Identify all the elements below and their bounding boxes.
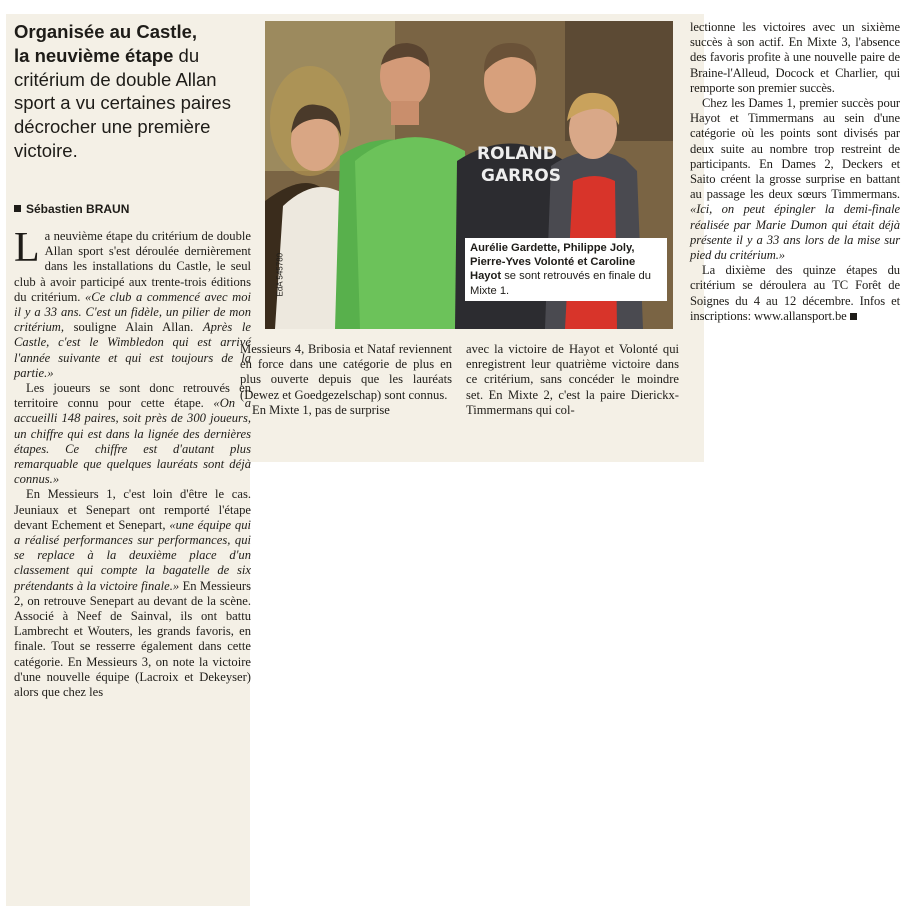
caption-names: Aurélie Gardette, Philippe Joly, Pierre-Yves Volonté et Caroline Hayot: [470, 242, 636, 283]
col4-text-2: Chez les Dames 1, premier succès pour Hayot et Timmermans au sein d'une catégorie où les points sont divisés par deux suite au nombre trop restreint de participants. En Dames 2, Deckers et Saito créent la grosse surprise en battant au passage les deux sœurs Timmermans.: [690, 96, 900, 202]
col1-quote-2: «On a accueilli 148 paires, soit près de 300 joueurs, un chiffre qui est dans la lignée des dernières étapes. Ce chiffre est d'autant plus remarquable que quelques lauréats sont déjà connus.»: [14, 396, 251, 487]
byline: [14, 202, 250, 216]
photo-credit: EdA 545780: [275, 252, 285, 297]
col4-para-3: [690, 263, 900, 324]
col4-text-3: La dixième des quinze étapes du critérium se déroulera au TC Forêt de Soignes du 4 au 12 décembre. Infos et inscriptions: www.allansport.be: [690, 263, 900, 323]
shirt-text-roland: ROLAND: [477, 144, 557, 164]
column-1: [14, 225, 251, 700]
col1-para-1: [14, 225, 251, 381]
col1-text-3: En Messieurs 1, c'est loin d'être le cas. Jeuniaux et Senepart ont remporté l'étape devant Echement et Senepart,: [14, 487, 251, 532]
lead-bold-2: la neuvième étape: [14, 44, 174, 66]
col3-para-1: avec la victoire de Hayot et Volonté qui enregistrent leur quatrième victoire dans ce critérium, sans concéder le moindre set. En Mixte 2, c'est la paire Dierickx-Timmermans qui col-: [466, 342, 679, 417]
caption-text: se sont retrouvés en finale du Mixte 1.: [470, 270, 651, 297]
end-mark-icon: [850, 313, 857, 320]
drop-cap: L: [14, 225, 40, 271]
col1-text-2: Les joueurs se sont donc retrouvés en territoire connu pour cette étape.: [14, 381, 251, 411]
col1-quote-1: «Ce club a commencé avec moi il y a 33 ans. C'est un fidèle, un pilier de mon critérium,: [14, 289, 251, 335]
shirt-text-garros: GARROS: [481, 166, 561, 186]
col1-para-3: [14, 487, 251, 700]
col2-para-1: Messieurs 4, Bribosia et Nataf reviennent en force dans une catégorie de plus en plus ouverte depuis que les lauréats (Dewez et Goedgezelschap) sont connus.: [240, 342, 452, 402]
col4-quote-2: «Ici, on peut épingler la demi-finale réalisée par Marie Dumon qui était déjà présente il y a 33 ans lors de la mise sur pied du critérium.»: [690, 202, 900, 263]
lead-text: du critérium de double Allan sport a vu certaines paires décrocher une première victoire.: [14, 44, 231, 161]
bullet-square-icon: [14, 205, 21, 212]
column-3: [466, 342, 679, 418]
col1-text-1: a neuvième étape du critérium de double Allan sport s'est déroulée dernièrement dans les installations du Castle, le seul club à avoir participé aux trente-trois éditions du critérium.: [14, 229, 251, 304]
col1-text-1b: souligne Alain Allan.: [64, 320, 203, 335]
article-lead: [14, 20, 250, 163]
col1-quote-1b: Après le Castle, c'est le Wimbledon qui est arrivé l'année suivante et qui est toujours de la partie.»: [14, 320, 251, 380]
col1-para-2: [14, 381, 251, 487]
col1-quote-3: «une équipe qui a réalisé performances sur performances, qui se replace à la deuxième place d'un classement qui compte la bagatelle de six prétendants à la victoire finale.»: [14, 517, 251, 593]
col1-text-3b: En Messieurs 2, on retrouve Senepart au devant de la scène. Associé à Neef de Sainval, ils ont battu Lambrecht et Wouters, les grands favoris, en finale. Tout se resserre également dans cette catégorie. En Messieurs 3, on note la victoire d'une nouvelle équipe (Lacroix et Dekeyser) alors que chez les: [14, 578, 251, 700]
col4-para-2: [690, 96, 900, 263]
col4-para-1: lectionne les victoires avec un sixième succès à son actif. En Mixte 3, l'absence des favoris profite à une nouvelle paire de Braine-l'Alleud, Docock et Charlier, qui remporte son premier succès.: [690, 20, 900, 95]
column-4: [690, 20, 900, 324]
photo-caption: [465, 238, 667, 301]
col2-para-2: En Mixte 1, pas de surprise: [252, 402, 390, 417]
author-name: Sébastien BRAUN: [26, 202, 130, 216]
lead-bold-1: Organisée au Castle,: [14, 21, 198, 42]
column-2: [240, 342, 452, 418]
